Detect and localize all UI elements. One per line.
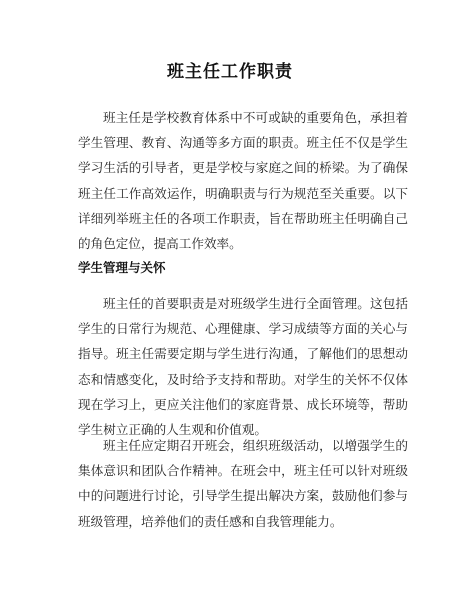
document-title: 班主任工作职责 bbox=[167, 62, 293, 82]
intro-paragraph: 班主任是学校教育体系中不可或缺的重要角色，承担着学生管理、教育、沟通等多方面的职责。班主任不仅是学生学习生活的引导者，更是学校与家庭之间的桥梁。为了确保班主任工作高效运作，明确职责与行为规范至关重要。以下详细列举班主任的各项工作职责，旨在帮助班主任明确自己的角色定位，提高工作效率。 bbox=[78, 110, 408, 252]
section-heading: 学生管理与关怀 bbox=[78, 260, 166, 275]
section-paragraph: 班主任应定期召开班会，组织班级活动，以增强学生的集体意识和团队合作精神。在班会中，班主任可以针对班级中的问题进行讨论，引导学生提出解决方案，鼓励他们参与班级管理，培养他们的责任感和自我管理能力。 bbox=[78, 438, 408, 529]
section-paragraph: 班主任的首要职责是对班级学生进行全面管理。这包括学生的日常行为规范、心理健康、学习成绩等方面的关心与指导。班主任需要定期与学生进行沟通，了解他们的思想动态和情感变化，及时给予支持和帮助。对学生的关怀不仅体现在学习上，更应关注他们的家庭背景、成长环境等，帮助学生树立正确的人生观和价值观。 bbox=[78, 296, 408, 438]
